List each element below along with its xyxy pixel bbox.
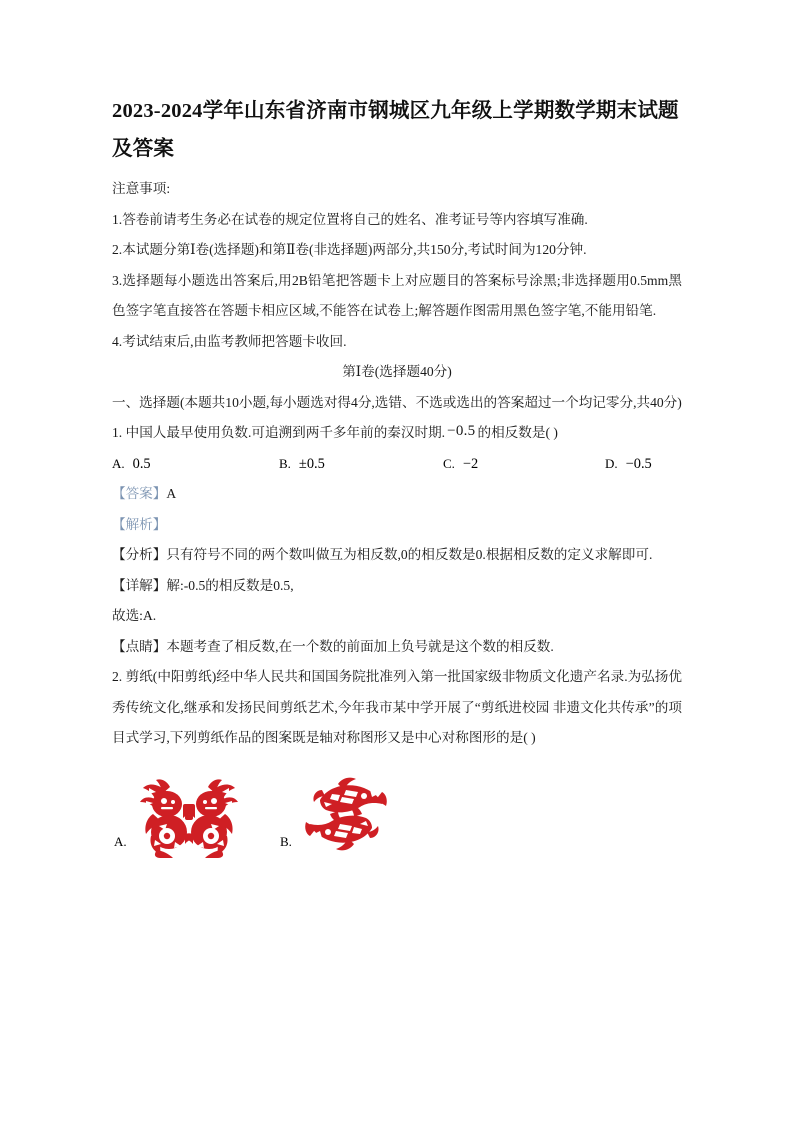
option-a-label: A. <box>114 833 127 849</box>
question-1-fenxi <box>112 540 682 571</box>
page-content <box>112 92 682 858</box>
papercut-rabbits-icon <box>137 774 241 858</box>
question-1-inline-math: −0.5 <box>447 423 476 439</box>
fenxi-text: 只有符号不同的两个数叫做互为相反数,0的相反数是0.根据相反数的定义求解即可. <box>166 547 653 562</box>
question-1-stem-after: 的相反数是( ) <box>477 425 558 440</box>
notice-item-3: 3.选择题每小题选出答案后,用2B铅笔把答题卡上对应题目的答案标号涂黑;非选择题用0.5mm黑色签字笔直接答在答题卡相应区域,不能答在试卷上;解答题作图需用黑色签字笔,不能用铅笔. <box>112 272 682 318</box>
notice-heading: 注意事项: <box>112 181 171 196</box>
option-c-label: C. <box>443 455 455 471</box>
question-1-conclusion: 故选:A. <box>112 608 157 623</box>
question-2-stem-text: 剪纸(中阳剪纸)经中华人民共和国国务院批准列入第一批国家级非物质文化遗产名录.为弘扬优秀传统文化,继承和发扬民间剪纸艺术,今年我市某中学开展了“剪纸进校园 非遗文化共传承”的项目式学习,下列剪纸作品的图案既是轴对称图形又是中心对称图形的是( ) <box>112 669 682 745</box>
option-b-label: B. <box>279 455 291 471</box>
question-1-stem-before: 中国人最早使用负数.可追溯到两千多年前的秦汉时期. <box>125 425 446 440</box>
question-2-number: 2. <box>112 669 123 684</box>
notice-item-4: 4.考试结束后,由监考教师把答题卡收回. <box>112 333 347 349</box>
option-c[interactable] <box>443 449 478 480</box>
option-a[interactable] <box>112 449 151 480</box>
option-b[interactable] <box>279 449 325 480</box>
question-1-xiangjie <box>112 571 682 602</box>
question-1-options <box>112 449 682 480</box>
option-b-label: B. <box>280 833 292 849</box>
option-c-value: −2 <box>462 455 479 472</box>
question-2-stem <box>112 662 682 754</box>
xiangjie-text: 解:‑0.5的相反数是0.5, <box>166 577 294 593</box>
question-1-dianjing <box>112 632 682 663</box>
option-a-value: 0.5 <box>132 455 151 472</box>
page-title: 2023-2024学年山东省济南市钢城区九年级上学期数学期末试题及答案 <box>112 100 679 160</box>
question-1-number: 1. <box>112 425 123 440</box>
section-header: 第Ⅰ卷(选择题40分) <box>342 364 452 379</box>
option-d-label: D. <box>605 455 618 471</box>
dianjing-text: 本题考查了相反数,在一个数的前面加上负号就是这个数的相反数. <box>166 638 554 654</box>
notice-item-1: 1.答卷前请考生务必在试卷的规定位置将自己的姓名、准考证号等内容填写准确. <box>112 211 588 227</box>
question-1-answer <box>112 479 682 510</box>
section-instruction: 一、选择题(本题共10小题,每小题选对得4分,选错、不选或选出的答案超过一个均记零分,共40分) <box>112 394 682 410</box>
option-b-image-choice[interactable] <box>280 770 390 858</box>
answer-value: A <box>166 486 177 501</box>
analysis-label: 【解析】 <box>112 516 167 532</box>
option-a-label: A. <box>112 455 125 471</box>
option-d[interactable] <box>605 449 652 480</box>
answer-label: 【答案】 <box>112 486 167 501</box>
dianjing-label: 【点睛】 <box>112 638 167 654</box>
xiangjie-label: 【详解】 <box>112 577 167 593</box>
question-1-stem <box>112 418 682 449</box>
option-b-value: ±0.5 <box>298 455 325 472</box>
papercut-fish-icon <box>302 770 390 858</box>
fenxi-label: 【分析】 <box>112 547 167 562</box>
option-a-image-choice[interactable] <box>114 774 241 858</box>
notice-item-2: 2.本试题分第Ⅰ卷(选择题)和第Ⅱ卷(非选择题)两部分,共150分,考试时间为120分钟. <box>112 242 587 257</box>
question-2-image-options <box>112 758 682 858</box>
option-d-value: −0.5 <box>625 455 652 472</box>
